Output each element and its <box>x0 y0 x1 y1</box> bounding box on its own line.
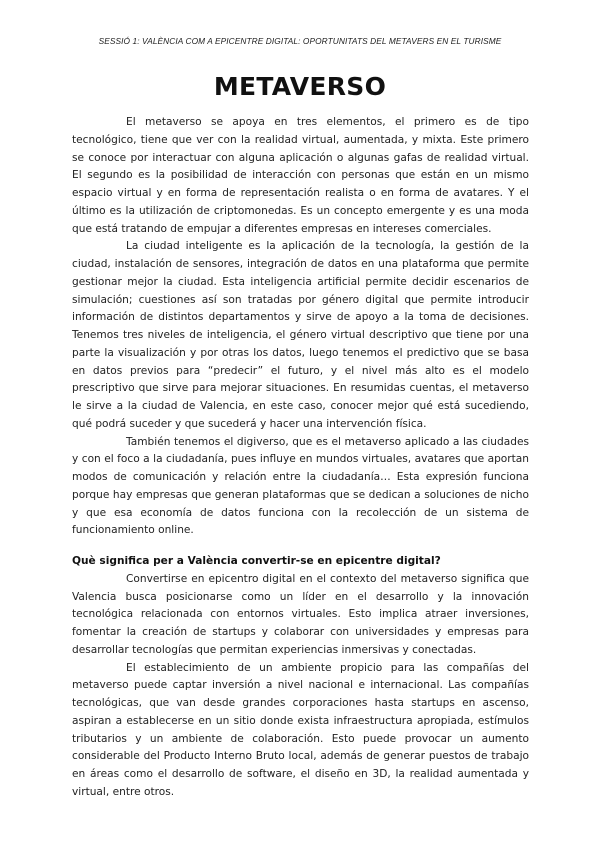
page-title: METAVERSO <box>213 72 387 101</box>
paragraph: El metaverso se apoya en tres elementos, el primero es de tipo tecnológico, tiene que ver con la realidad virtual, aumentada, y mixta. Este primero se conoce por interactuar con alguna aplicación o algunas gafas de realidad virtual. El segundo es la posibilidad de interacción con personas que están en un mismo espacio virtual y en forma de representación realista o en forma de avatares. Y el último es la utilización de criptomonedas. Es un concepto emergente y es una moda que está tratando de empujar a diferentes empresas en intereses comerciales. <box>72 116 529 235</box>
paragraph: La ciudad inteligente es la aplicación de la tecnología, la gestión de la ciudad, instalación de sensores, integración de datos en una plataforma que permite gestionar mejor la ciudad. Esta inteligencia artificial permite decidir escenarios de simulación; cuestiones así son tratadas por género digital que permite introducir información de distintos departamentos y sirve de apoyo a la toma de decisiones. Tenemos tres niveles de inteligencia, el género virtual descriptivo que tiene por una parte la visualización y por otras los datos, luego tenemos el predictivo que se basa en datos previos para “predecir” el futuro, y el nivel más alto es el modelo prescriptivo que sirve para mejorar situaciones. En resumidas cuentas, el metaverso le sirve a la ciudad de Valencia, en este caso, conocer mejor qué está sucediendo, qué podrá suceder y que sucederá y hacer una intervención física. <box>72 240 529 430</box>
paragraph: El establecimiento de un ambiente propicio para las compañías del metaverso puede captar inversión a nivel nacional e internacional. Las compañías tecnológicas, que van desde grandes corporaciones hasta startups en ascenso, aspiran a establecerse en un sitio donde exista infraestructura apropiada, estímulos tributarios y un ambiente de colaboración. Esto puede provocar un aumento considerable del Producto Interno Bruto local, además de generar puestos de trabajo en áreas como el desarrollo de software, el diseño en 3D, la realidad aumentada y virtual, entre otros. <box>72 661 529 798</box>
page-header: SESSIÓ 1: VALÈNCIA COM A EPICENTRE DIGITAL: OPORTUNITATS DEL METAVERS EN EL TURISME <box>98 36 502 46</box>
document-body <box>72 114 529 802</box>
paragraph: También tenemos el digiverso, que es el metaverso aplicado a las ciudades y con el foco a la ciudadanía, pues influye en mundos virtuales, avatares que aportan modos de comunicación y relación entre la ciudadanía… Esta expresión funciona porque hay empresas que generan plataformas que se dedican a soluciones de nicho y que esa economía de datos funciona con la recolección de un sistema de funcionamiento online. <box>72 435 529 537</box>
paragraph: Convertirse en epicentro digital en el contexto del metaverso significa que Valencia busca posicionarse como un líder en el desarrollo y la innovación tecnológica relacionada con entornos virtuales. Esto implica atraer inversiones, fomentar la creación de startups y colaborar con universidades y empresas para desarrollar tecnologías que permitan experiencias inmersivas y conectadas. <box>72 572 529 656</box>
section-heading: Què significa per a València convertir-se en epicentre digital? <box>72 555 441 567</box>
